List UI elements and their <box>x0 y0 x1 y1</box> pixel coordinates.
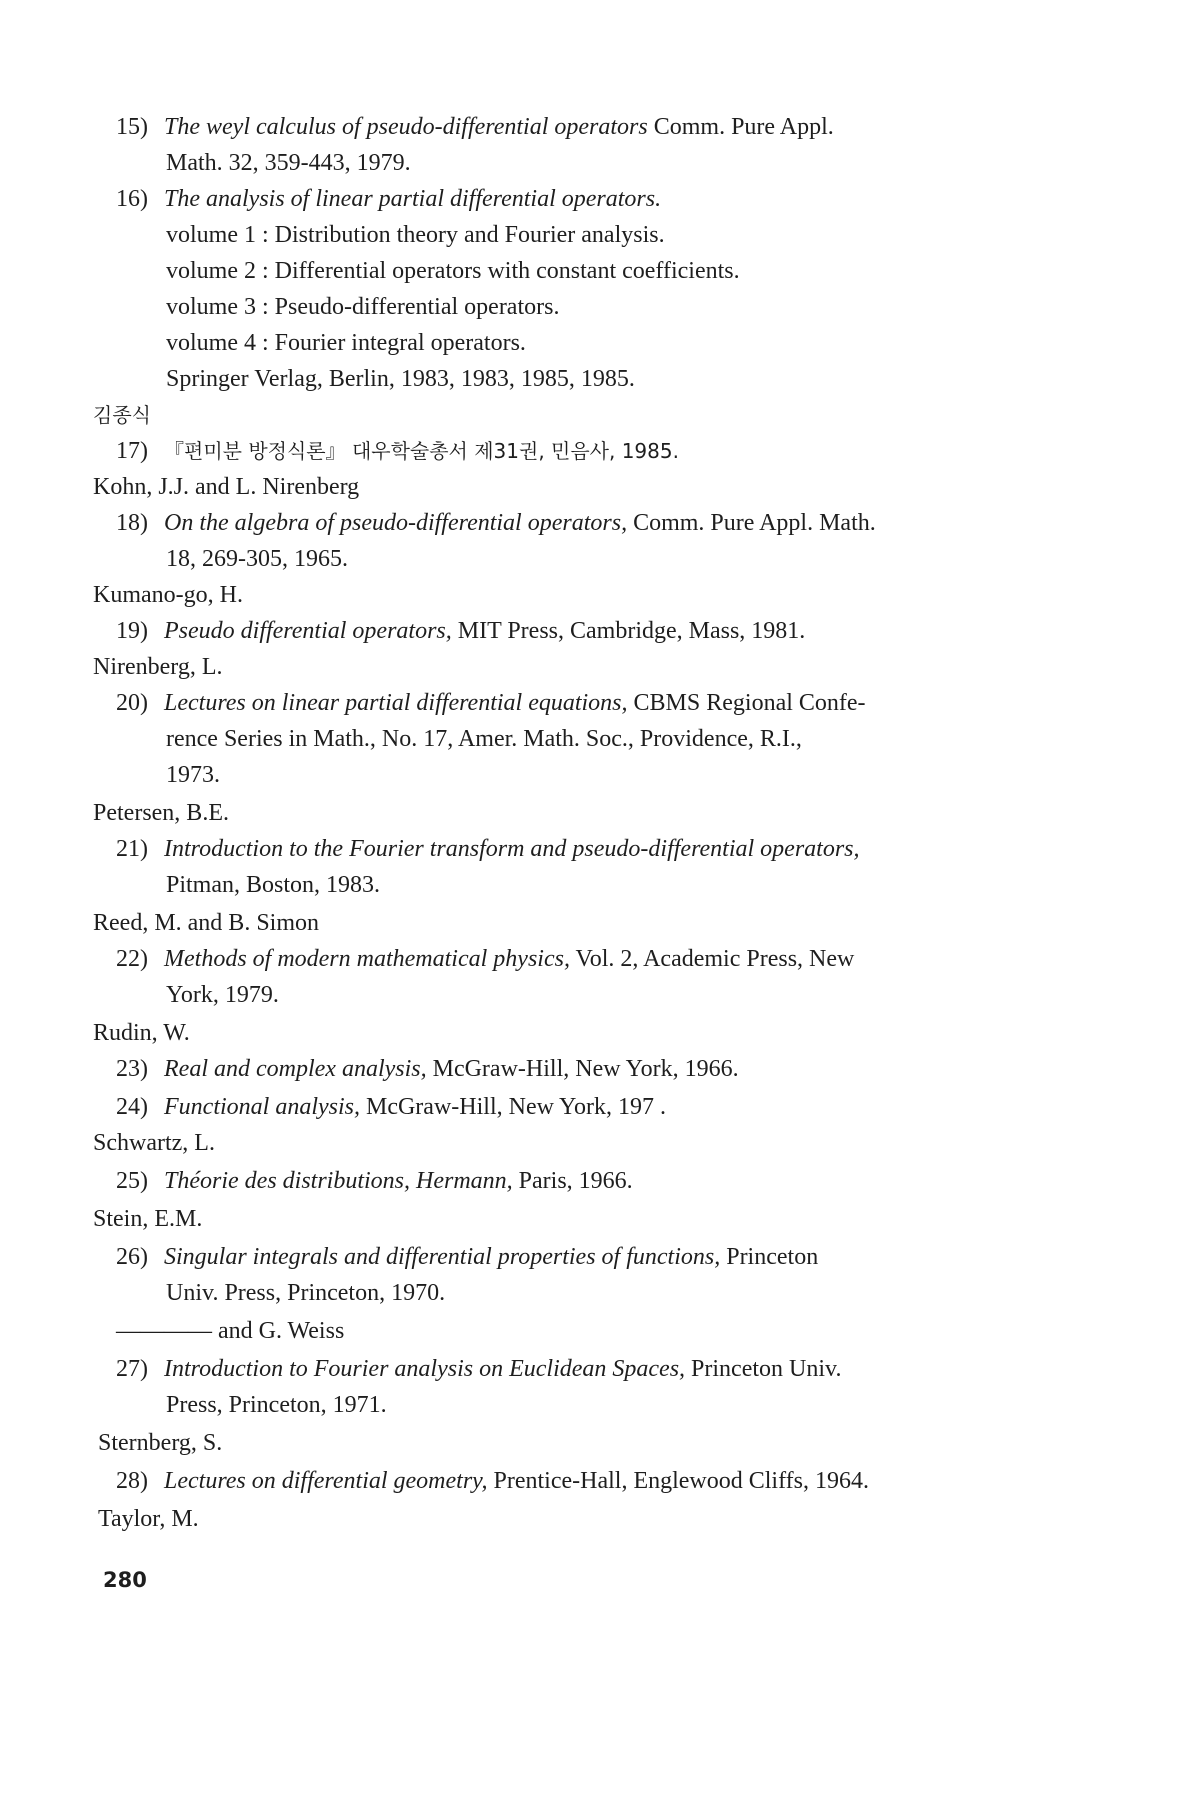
author-heading: Taylor, M. <box>98 1506 199 1532</box>
reference-15-continuation: Math. 32, 359-443, 1979. <box>166 150 411 176</box>
reference-16-volume-2: volume 2 : Differential operators with constant coefficients. <box>166 258 740 284</box>
reference-20: 20) Lectures on linear partial differential equations, CBMS Regional Confe- <box>116 690 866 716</box>
reference-24: 24) Functional analysis, McGraw-Hill, New York, 197 . <box>116 1094 666 1120</box>
reference-26: 26) Singular integrals and differential properties of functions, Princeton <box>116 1244 819 1270</box>
author-heading: Petersen, B.E. <box>93 800 229 826</box>
reference-19: 19) Pseudo differential operators, MIT Press, Cambridge, Mass, 1981. <box>116 618 806 644</box>
author-heading: 김종식 <box>93 403 151 427</box>
author-heading: Stein, E.M. <box>93 1206 203 1232</box>
reference-28: 28) Lectures on differential geometry, Prentice-Hall, Englewood Cliffs, 1964. <box>116 1468 869 1494</box>
reference-22: 22) Methods of modern mathematical physics, Vol. 2, Academic Press, New <box>116 946 855 972</box>
reference-27: 27) Introduction to Fourier analysis on Euclidean Spaces, Princeton Univ. <box>116 1356 842 1382</box>
author-heading: Schwartz, L. <box>93 1130 215 1156</box>
author-heading: Rudin, W. <box>93 1020 190 1046</box>
reference-16-volume-3: volume 3 : Pseudo-differential operators. <box>166 294 560 320</box>
reference-17: 17) 『편미분 방정식론』 대우학술총서 제31권, 민음사, 1985. <box>116 438 679 464</box>
page-number: 280 <box>103 1568 147 1592</box>
reference-25: 25) Théorie des distributions, Hermann, Paris, 1966. <box>116 1168 633 1194</box>
reference-16-volume-4: volume 4 : Fourier integral operators. <box>166 330 526 356</box>
reference-18-continuation: 18, 269-305, 1965. <box>166 546 348 572</box>
reference-26-continuation: Univ. Press, Princeton, 1970. <box>166 1280 446 1306</box>
reference-22-continuation: York, 1979. <box>166 982 279 1008</box>
reference-16-publisher: Springer Verlag, Berlin, 1983, 1983, 1985, 1985. <box>166 366 635 392</box>
reference-20-year: 1973. <box>166 762 220 788</box>
reference-16-volume-1: volume 1 : Distribution theory and Fourier analysis. <box>166 222 665 248</box>
author-heading: Nirenberg, L. <box>93 654 223 680</box>
reference-27-continuation: Press, Princeton, 1971. <box>166 1392 387 1418</box>
reference-23: 23) Real and complex analysis, McGraw-Hill, New York, 1966. <box>116 1056 739 1082</box>
reference-16: 16) The analysis of linear partial differential operators. <box>116 186 662 212</box>
author-heading: Reed, M. and B. Simon <box>93 910 319 936</box>
reference-20-continuation: rence Series in Math., No. 17, Amer. Math. Soc., Providence, R.I., <box>166 726 802 752</box>
author-heading: ———— and G. Weiss <box>116 1318 345 1344</box>
author-heading: Kohn, J.J. and L. Nirenberg <box>93 474 360 500</box>
author-heading: Kumano-go, H. <box>93 582 243 608</box>
author-heading: Sternberg, S. <box>98 1430 223 1456</box>
reference-21: 21) Introduction to the Fourier transform and pseudo-differential operators, <box>116 836 860 862</box>
reference-15: 15) The weyl calculus of pseudo-differential operators Comm. Pure Appl. <box>116 114 834 140</box>
reference-18: 18) On the algebra of pseudo-differential operators, Comm. Pure Appl. Math. <box>116 510 876 536</box>
reference-21-continuation: Pitman, Boston, 1983. <box>166 872 381 898</box>
